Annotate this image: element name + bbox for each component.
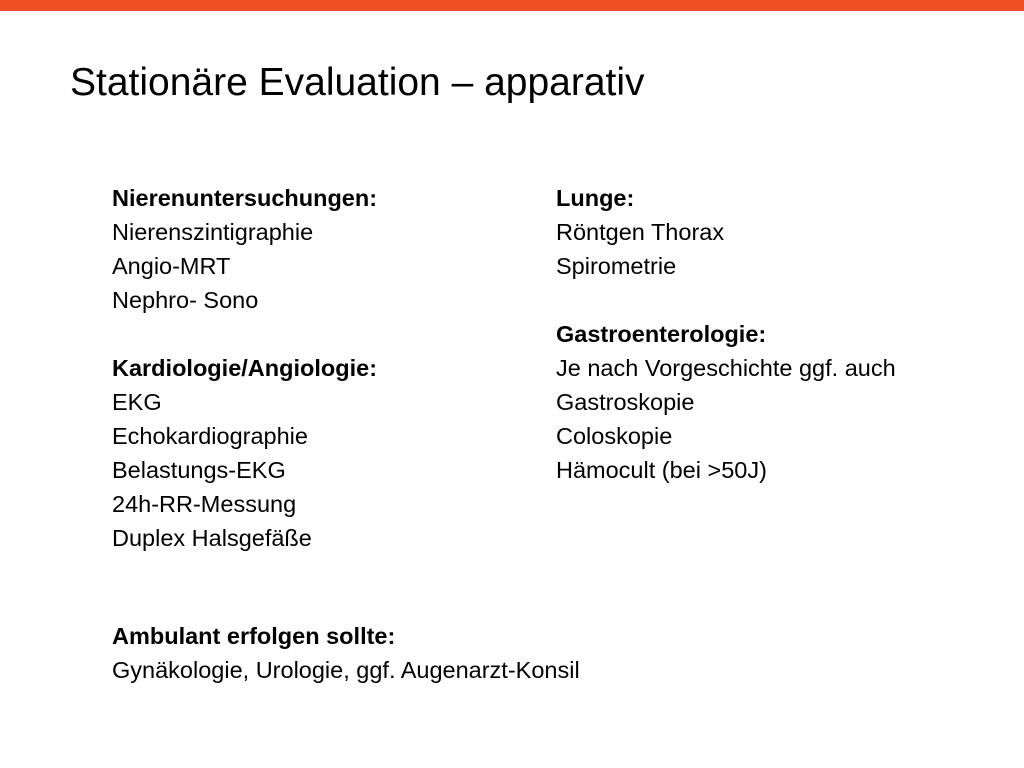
section-nierenuntersuchungen	[112, 181, 377, 317]
section-heading: Lunge:	[556, 185, 635, 211]
list-item: Gastroskopie	[556, 389, 695, 415]
ambulant-text: Gynäkologie, Urologie, ggf. Augenarzt-Konsil	[112, 657, 580, 683]
list-item: Nierenszintigraphie	[112, 219, 314, 245]
list-item: Angio-MRT	[112, 253, 231, 279]
section-heading: Kardiologie/Angiologie:	[112, 355, 378, 381]
section-heading: Ambulant erfolgen sollte:	[112, 623, 396, 649]
section-lunge	[556, 181, 896, 283]
ambulant-section	[112, 619, 580, 687]
left-column	[112, 181, 377, 555]
section-heading: Nierenuntersuchungen:	[112, 185, 378, 211]
slide-title: Stationäre Evaluation – apparativ	[70, 61, 645, 104]
list-item: Coloskopie	[556, 423, 673, 449]
list-item: 24h-RR-Messung	[112, 491, 297, 517]
section-heading: Gastroenterologie:	[556, 321, 767, 347]
right-column	[556, 181, 896, 487]
section-gastroenterologie	[556, 317, 896, 487]
list-item: Röntgen Thorax	[556, 219, 725, 245]
list-item: Echokardiographie	[112, 423, 308, 449]
section-spacer	[112, 317, 377, 351]
list-item: Spirometrie	[556, 253, 677, 279]
list-item: Belastungs-EKG	[112, 457, 286, 483]
section-kardiologie-angiologie	[112, 351, 377, 555]
list-item: Je nach Vorgeschichte ggf. auch	[556, 355, 896, 381]
accent-bar	[0, 0, 1024, 11]
list-item: Hämocult (bei >50J)	[556, 457, 767, 483]
list-item: EKG	[112, 389, 162, 415]
section-spacer	[556, 283, 896, 317]
list-item: Duplex Halsgefäße	[112, 525, 312, 551]
list-item: Nephro- Sono	[112, 287, 259, 313]
